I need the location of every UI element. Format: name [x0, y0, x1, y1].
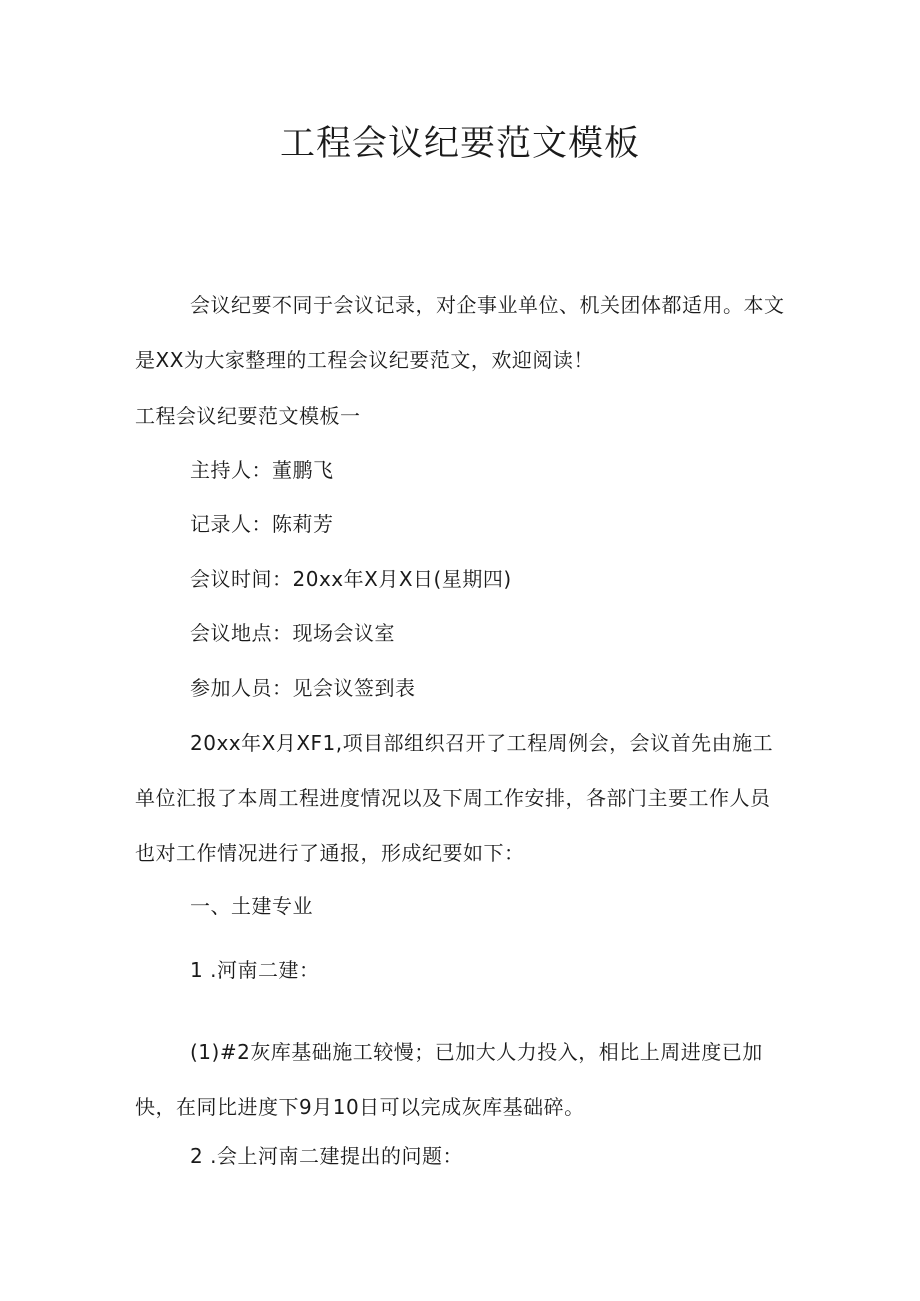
item-1-1-paragraph: (1)#2灰库基础施工较慢；已加大人力投入，相比上周进度已加快，在同比进度下9月10日可以完成灰库基础碎。 [135, 1040, 763, 1119]
attendees-line: 参加人员：见会议签到表 [190, 676, 416, 700]
host-line: 主持人：董鹏飞 [190, 458, 334, 482]
meeting-place-line: 会议地点：现场会议室 [190, 621, 395, 645]
part-heading-civil: 一、土建专业 [190, 894, 313, 918]
recorder-line: 记录人：陈莉芳 [190, 512, 334, 536]
item-heading-1: 1 .河南二建： [190, 958, 320, 982]
item-heading-2: 2 .会上河南二建提出的问题： [190, 1144, 463, 1168]
section-heading: 工程会议纪要范文模板一 [135, 404, 361, 428]
document-title: 工程会议纪要范文模板 [279, 124, 640, 164]
intro-paragraph: 会议纪要不同于会议记录，对企事业单位、机关团体都适用。本文是XX为大家整理的工程会议纪要范文，欢迎阅读！ [135, 293, 785, 372]
meeting-time-line: 会议时间：20xx年X月X日(星期四) [190, 567, 512, 591]
summary-paragraph: 20xx年X月XF1,项目部组织召开了工程周例会，会议首先由施工单位汇报了本周工程进度情况以及下周工作安排，各部门主要工作人员也对工作情况进行了通报，形成纪要如下： [135, 731, 774, 865]
